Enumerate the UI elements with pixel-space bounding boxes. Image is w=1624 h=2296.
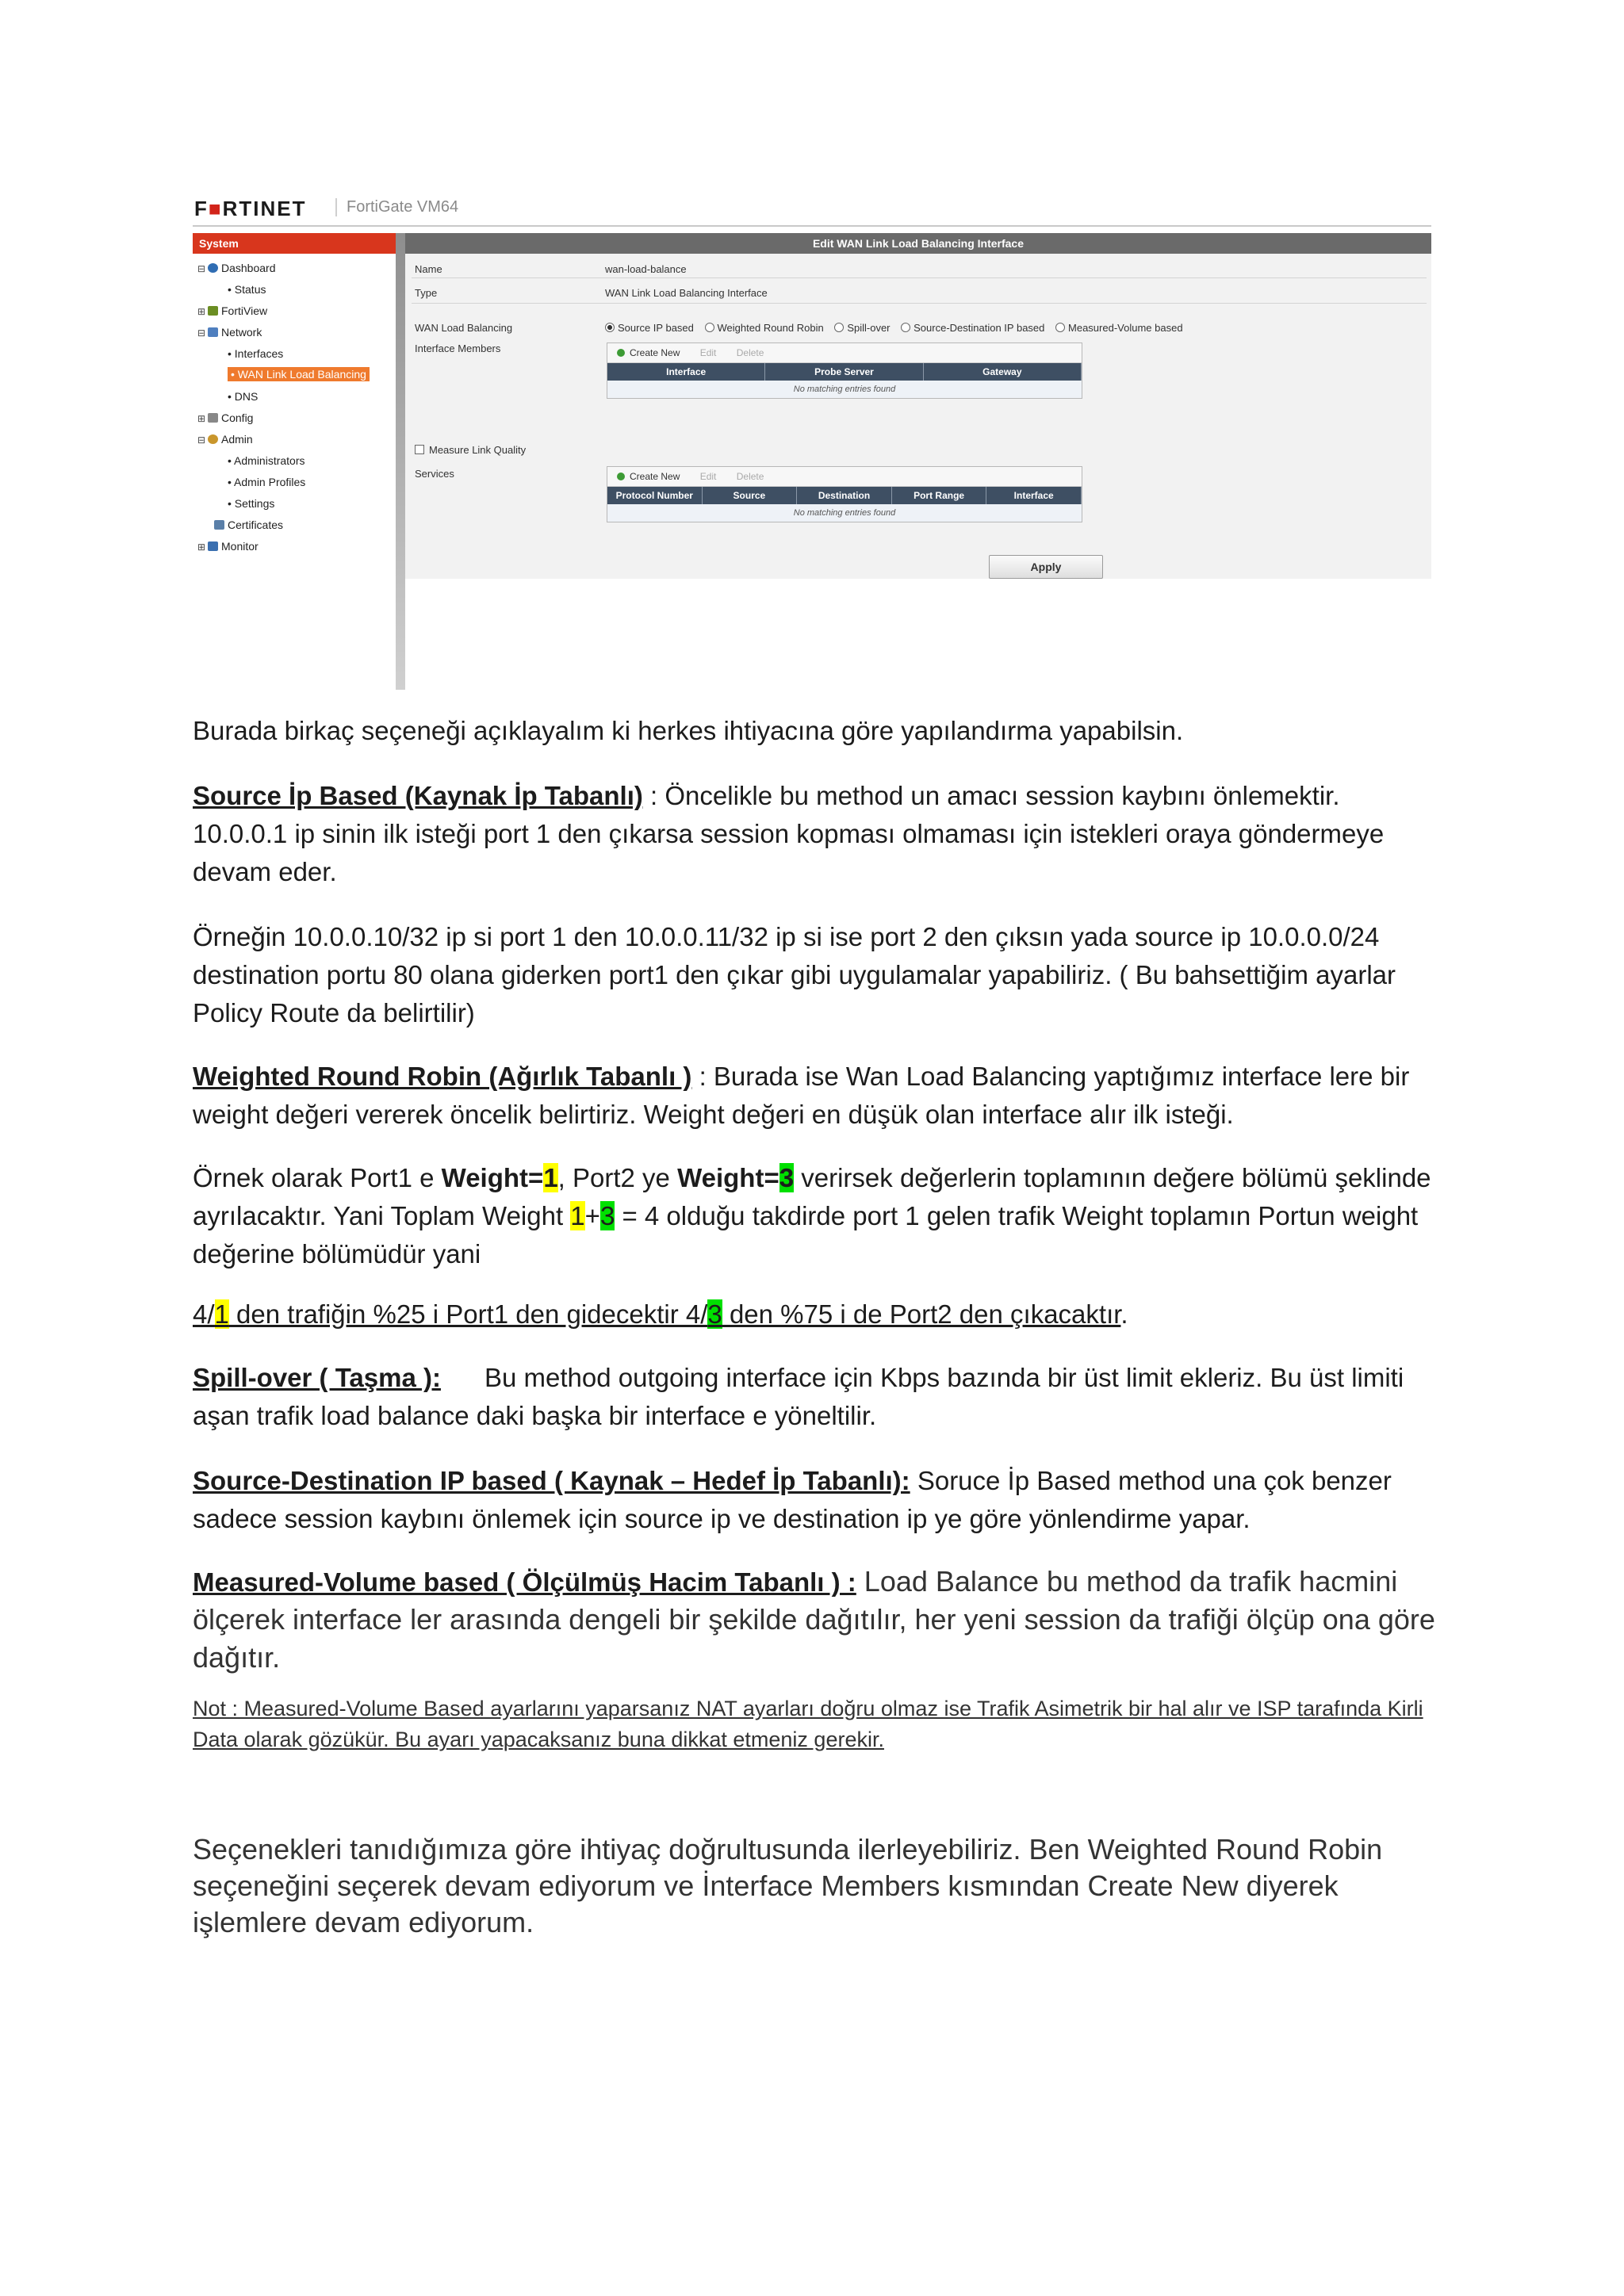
divider [412, 303, 1427, 304]
nav-monitor[interactable]: ⊞ Monitor [197, 540, 259, 553]
src-dst-paragraph: Source-Destination IP based ( Kaynak – Hedef İp Tabanlı): Soruce İp Based method una çok benzer sadece session kaybını önlemek için source ip ve destination ip ye göre yönlendirme yapar. [193, 1466, 1392, 1533]
radio-measured-volume[interactable] [1055, 323, 1065, 332]
nav-admin-profiles[interactable]: • Admin Profiles [228, 476, 306, 488]
example-paragraph: Örneğin 10.0.0.10/32 ip si port 1 den 10.0.0.11/32 ip si ise port 2 den çıksın yada source ip 10.0.0.0/24 destination portu 80 olana giderken port1 den çıkar gibi uygulamalar yapabiliriz. ( Bu bahsettiğim ayarlar Policy Route da belirtilir) [193, 922, 1396, 1027]
nav-network[interactable]: ⊟ Network [197, 326, 262, 339]
radio-source-ip[interactable] [605, 323, 615, 332]
nav-interfaces[interactable]: • Interfaces [228, 347, 284, 360]
sidebar-header: System [193, 233, 396, 254]
services-toolbar [607, 467, 1082, 487]
type-value: WAN Link Load Balancing Interface [605, 287, 768, 299]
panel-title: Edit WAN Link Load Balancing Interface [405, 233, 1431, 254]
spill-over-paragraph: Spill-over ( Taşma ): Bu method outgoing interface için Kbps bazında bir üst limit ekleriz. Bu üst limiti aşan trafik load balance daki başka bir interface e yöneltilir. [193, 1363, 1411, 1430]
members-table [607, 342, 1082, 399]
col-interface[interactable]: Interface [986, 487, 1082, 504]
members-header [607, 363, 1082, 381]
wlb-radio-group: Source IP based Weighted Round Robin Spill-over Source-Destination IP based Measured-Volume based [597, 322, 1183, 334]
spill-over-heading: Spill-over ( Taşma ): [193, 1363, 441, 1392]
services-table [607, 466, 1082, 522]
radio-spill-over[interactable] [834, 323, 844, 332]
nav-fortiview[interactable]: ⊞ FortiView [197, 304, 268, 317]
edit-form [405, 254, 1431, 579]
sidebar [193, 254, 396, 690]
source-ip-paragraph: Source İp Based (Kaynak İp Tabanlı) : Öncelikle bu method un amacı session kaybını önlemektir. 10.0.0.1 ip sinin ilk isteği port 1 den çıkarsa session kopması olmaması için istekleri oraya göndermeye devam eder. [193, 781, 1385, 886]
nav-admin[interactable]: ⊟ Admin [197, 433, 253, 446]
col-port-range[interactable]: Port Range [892, 487, 987, 504]
admin-icon [208, 434, 218, 444]
create-icon [617, 473, 625, 480]
certificate-icon [214, 520, 224, 530]
source-ip-heading: Source İp Based (Kaynak İp Tabanlı) [193, 781, 643, 810]
delete-button[interactable]: Delete [736, 471, 764, 482]
edit-button[interactable]: Edit [699, 347, 717, 358]
note-paragraph: Not : Measured-Volume Based ayarlarını yaparsanız NAT ayarları doğru olmaz ise Trafik Asimetrik bir hal alır ve ISP tarafında Kirli Data olarak gözükür. Bu ayarı yapacaksanız buna dikkat etmeniz gerekir. [193, 1697, 1423, 1751]
nav-settings[interactable]: • Settings [228, 497, 275, 510]
members-toolbar [607, 343, 1082, 363]
monitor-icon [208, 541, 218, 551]
create-icon [617, 349, 625, 357]
nav-dashboard[interactable]: ⊟ Dashboard [197, 262, 276, 274]
wlb-label: WAN Load Balancing [415, 322, 513, 334]
checkbox-icon [415, 445, 424, 454]
services-header [607, 487, 1082, 504]
type-label: Type [415, 287, 438, 299]
src-dst-heading: Source-Destination IP based ( Kaynak – Hedef İp Tabanlı): [193, 1466, 910, 1495]
col-probe-server[interactable]: Probe Server [765, 363, 923, 381]
measured-volume-heading: Measured-Volume based ( Ölçülmüş Hacim Tabanlı ) : [193, 1567, 856, 1597]
wrr-result-paragraph: 4/1 den trafiğin %25 i Port1 den gidecektir 4/3 den %75 i de Port2 den çıkacaktır. [193, 1299, 1128, 1329]
apply-button[interactable]: Apply [989, 555, 1103, 579]
network-icon [208, 327, 218, 337]
sidebar-scrollbar[interactable] [396, 233, 405, 690]
nav-status[interactable]: • Status [228, 283, 266, 296]
product-name: FortiGate VM64 [335, 198, 458, 216]
closing-paragraph: Seçenekleri tanıdığımıza göre ihtiyaç doğrultusunda ilerleyebiliriz. Ben Weighted Round Robin seçeneğini seçerek devam ediyorum ve İnterface Members kısmından Create New diyerek işlemlere devam ediyorum. [193, 1833, 1383, 1938]
config-icon [208, 413, 218, 423]
name-value: wan-load-balance [605, 263, 687, 275]
top-bar [193, 189, 1431, 227]
fortinet-logo: F■RTINET [194, 197, 307, 220]
create-new-button[interactable]: Create New [630, 347, 680, 358]
members-label: Interface Members [415, 342, 501, 354]
nav-certificates[interactable]: Certificates [212, 519, 283, 531]
measured-volume-paragraph: Measured-Volume based ( Ölçülmüş Hacim Tabanlı ) : Load Balance bu method da trafik hacmini ölçerek interface ler arasında dengeli bir şekilde dağıtılır, her yeni session da trafiği ölçüp ona göre dağıtır. [193, 1565, 1435, 1674]
name-label: Name [415, 263, 442, 275]
divider [412, 277, 1427, 278]
col-protocol-number[interactable]: Protocol Number [607, 487, 703, 504]
col-source[interactable]: Source [703, 487, 798, 504]
wrr-example-paragraph: Örnek olarak Port1 e Weight=1, Port2 ye Weight=3 verirsek değerlerin toplamının değere bölümü şeklinde ayrılacaktır. Yani Toplam Weight 1+3 = 4 olduğu takdirde port 1 gelen trafik Weight toplamın Portun weight değerine bölümüdür yani [193, 1163, 1431, 1269]
fortigate-screenshot [193, 189, 1431, 690]
services-label: Services [415, 468, 454, 480]
radio-weighted-round-robin[interactable] [705, 323, 714, 332]
create-new-button[interactable]: Create New [630, 471, 680, 482]
empty-row: No matching entries found [607, 381, 1082, 398]
nav-config[interactable]: ⊞ Config [197, 411, 254, 424]
col-gateway[interactable]: Gateway [924, 363, 1082, 381]
nav-wan-llb[interactable]: • WAN Link Load Balancing [228, 367, 370, 381]
wrr-paragraph: Weighted Round Robin (Ağırlık Tabanlı ) : Burada ise Wan Load Balancing yaptığımız interface lere bir weight değeri vererek öncelik belirtiriz. Weight değeri en düşük olan interface alır ilk isteği. [193, 1062, 1410, 1129]
wrr-heading: Weighted Round Robin (Ağırlık Tabanlı ) [193, 1062, 692, 1091]
delete-button[interactable]: Delete [736, 347, 764, 358]
edit-button[interactable]: Edit [699, 471, 717, 482]
intro-paragraph: Burada birkaç seçeneği açıklayalım ki herkes ihtiyacına göre yapılandırma yapabilsin. [193, 716, 1184, 745]
measure-link-quality[interactable]: Measure Link Quality [415, 444, 526, 456]
radio-source-destination-ip[interactable] [901, 323, 910, 332]
nav-dns[interactable]: • DNS [228, 390, 259, 403]
col-interface[interactable]: Interface [607, 363, 765, 381]
empty-row: No matching entries found [607, 504, 1082, 522]
dashboard-icon [208, 263, 218, 273]
fortiview-icon [208, 306, 218, 316]
nav-administrators[interactable]: • Administrators [228, 454, 305, 467]
col-destination[interactable]: Destination [797, 487, 892, 504]
